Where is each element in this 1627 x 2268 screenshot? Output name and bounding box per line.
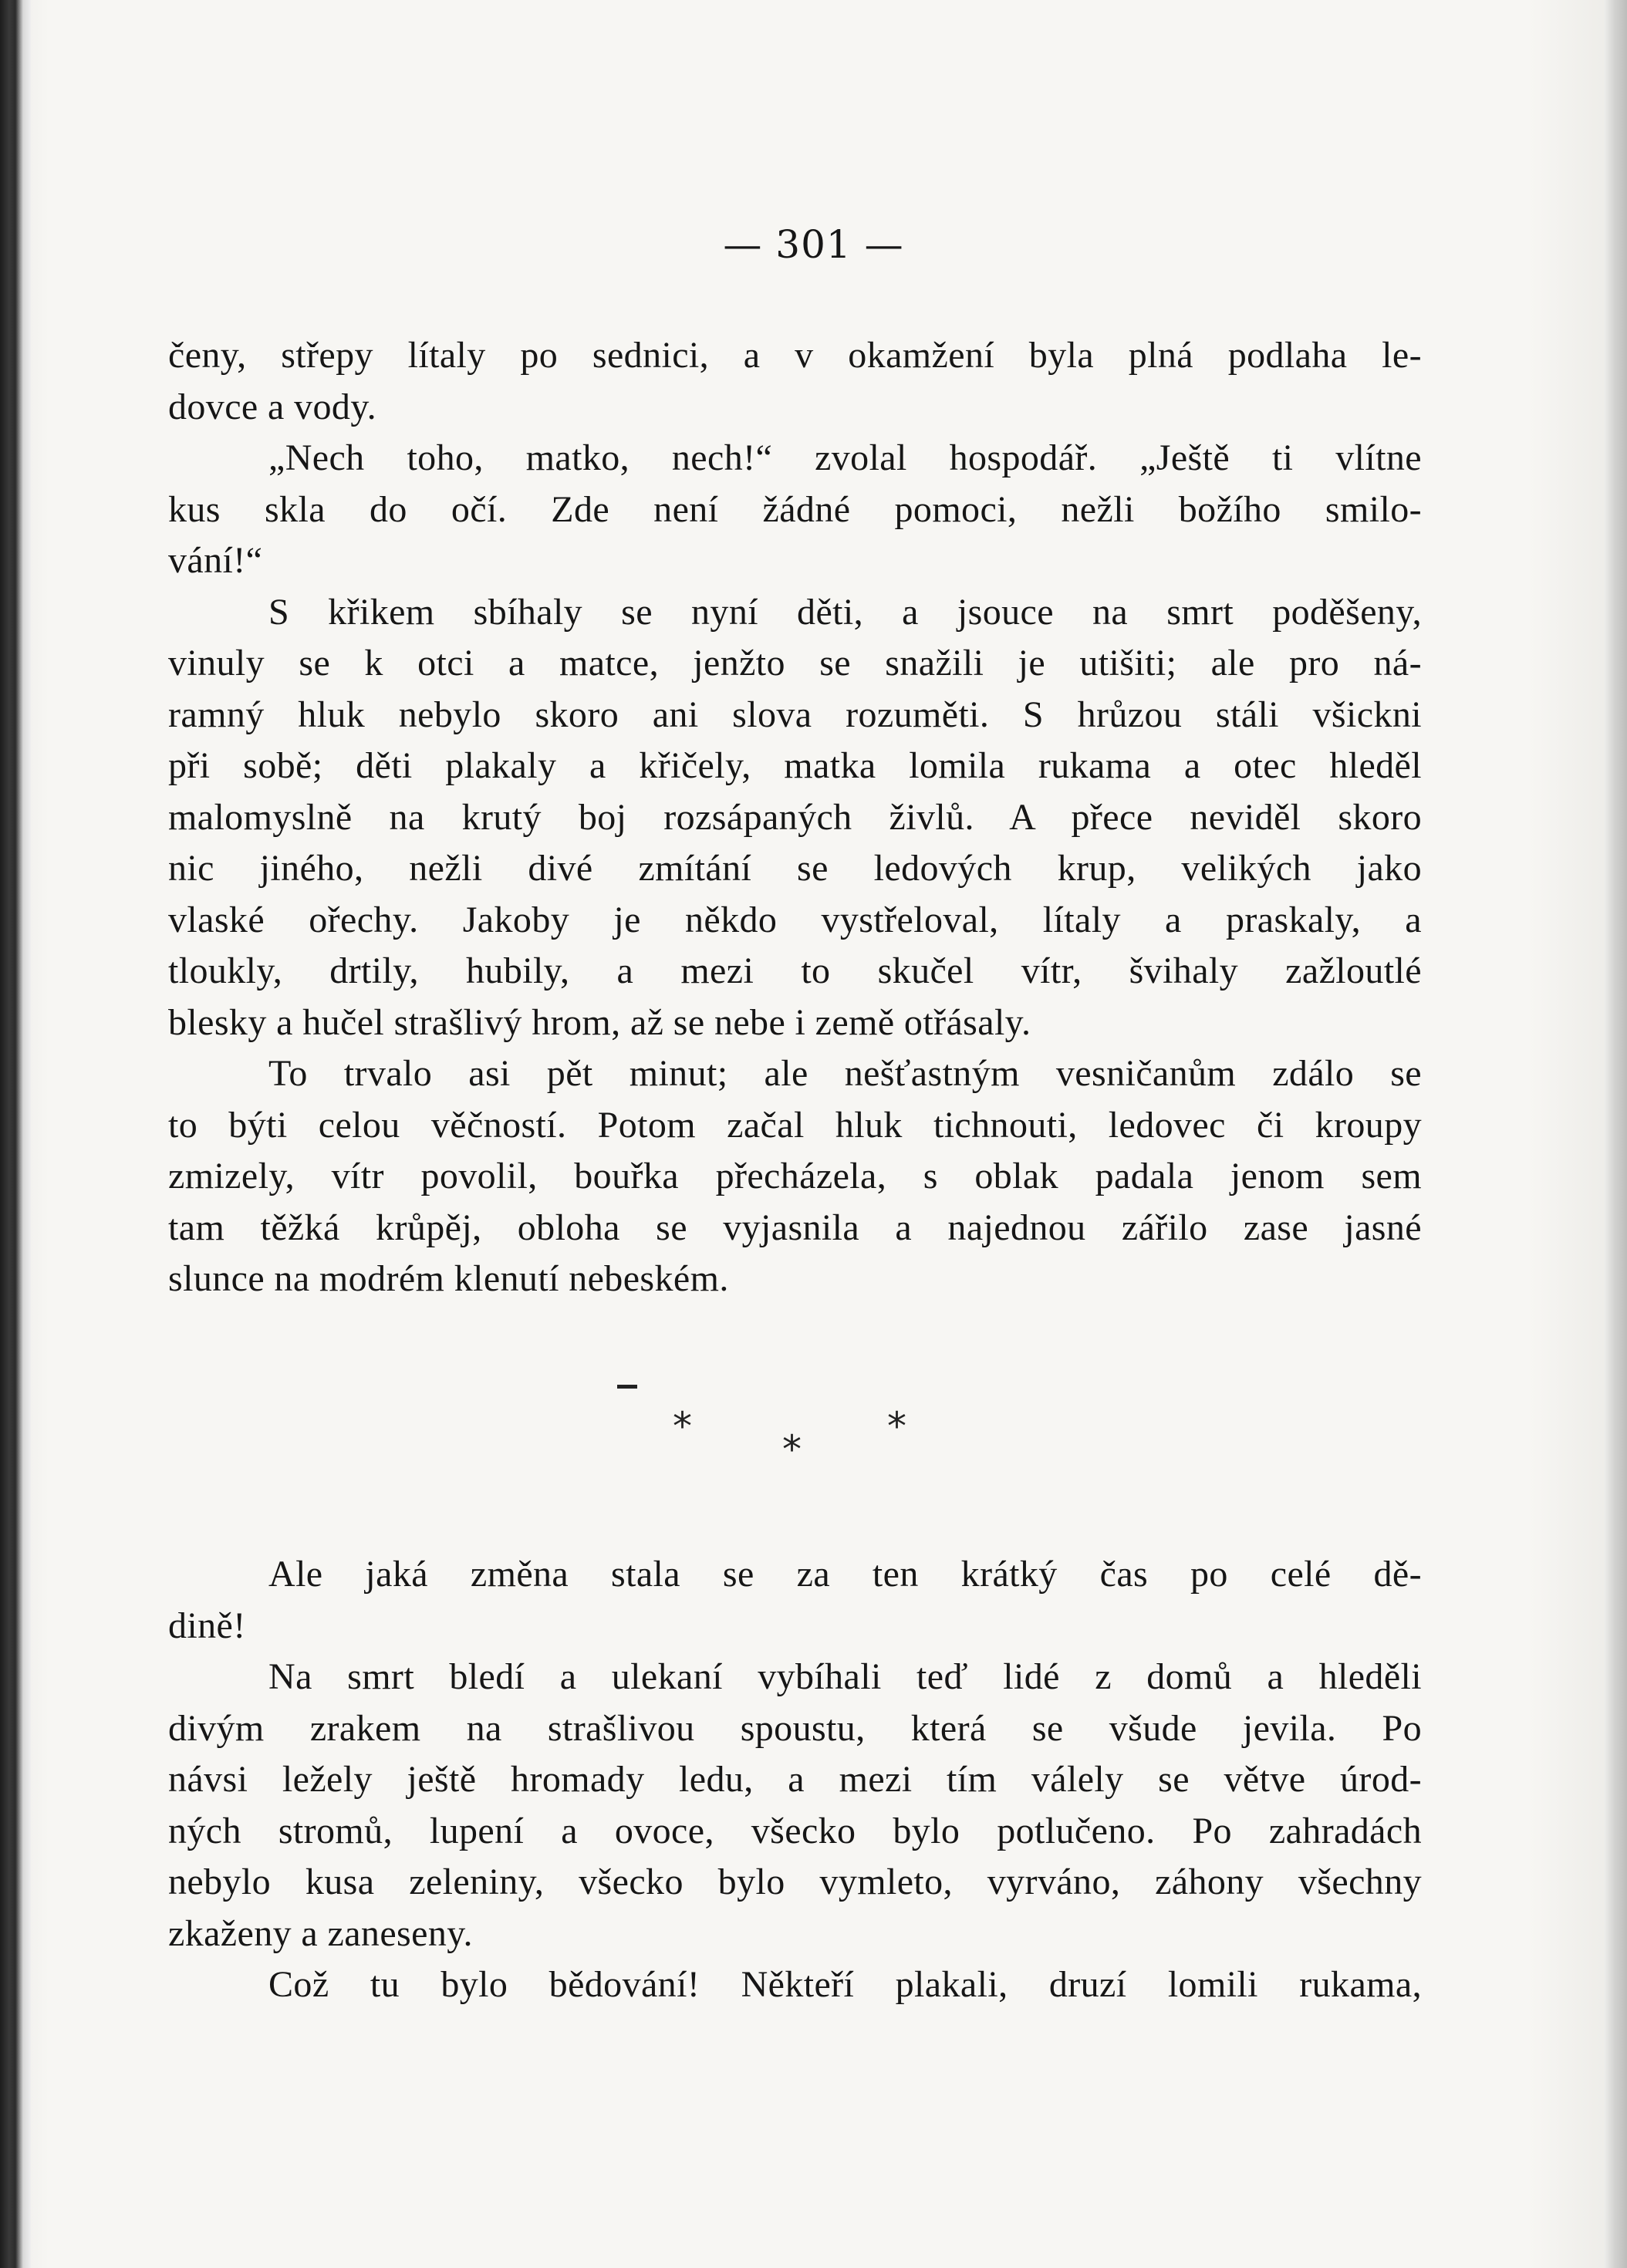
text-line: Což tu bylo bědování! Někteří plakali, druzí lomili rukama, [268,1964,1422,2005]
text-line: blesky a hučel strašlivý hrom, až se nebe i země otřásaly. [168,1001,1031,1043]
text-line: nic jiného, nežli divé zmítání se ledových krup, velikých jako [168,848,1422,889]
text-line: vlaské ořechy. Jakoby je někdo vystřeloval, lítaly a praskaly, a [168,899,1422,940]
text-line: při sobě; děti plakaly a křičely, matka lomila rukama a otec hleděl [168,745,1422,786]
text-line: zmizely, vítr povolil, bouřka přecházela, s oblak padala jenom sem [168,1156,1422,1196]
text-line: To trvalo asi pět minut; ale nešťastným vesničanům zdálo se [268,1053,1422,1094]
text-line: nebylo kusa zeleniny, všecko bylo vymleto, vyrváno, záhony všechny [168,1861,1422,1902]
text-line: dině! [168,1605,246,1646]
text-line: čeny, střepy lítaly po sednici, a v okamžení byla plná podlaha le- [168,335,1422,376]
text-line: vinuly se k otci a matce, jenžto se snažili je utišiti; ale pro ná- [168,643,1422,683]
text-line: tloukly, drtily, hubily, a mezi to skučel vítr, švihaly zažloutlé [168,950,1422,991]
asterisk: * [887,1404,906,1449]
text-line: to býti celou věčností. Potom začal hluk tichnouti, ledovec či kroupy [168,1104,1422,1146]
text-line: divým zrakem na strašlivou spoustu, která se všude jevila. Po [168,1707,1422,1749]
text-section-1 [168,330,1422,1305]
text-line: dovce a vody. [168,386,376,427]
text-line: vání!“ [168,540,263,581]
text-line: Ale jaká změna stala se za ten krátký čas po celé dě- [268,1554,1422,1595]
section-separator [0,1404,1627,1497]
scan-edge-left [0,0,31,2268]
text-line: ramný hluk nebylo skoro ani slova rozuměti. S hrůzou stáli všickni [168,694,1422,735]
stray-dash-mark [617,1385,637,1389]
text-line: kus skla do očí. Zde není žádné pomoci, nežli božího smilo- [168,488,1422,530]
text-line: tam těžká krůpěj, obloha se vyjasnila a najednou zářilo zase jasné [168,1207,1422,1248]
text-line: zkaženy a zaneseny. [168,1912,473,1954]
asterisk: * [782,1427,802,1472]
scan-edge-right [1604,0,1627,2268]
page-number: — 301 — [723,222,904,267]
text-line: návsi ležely ještě hromady ledu, a mezi tím válely se větve úrod- [168,1759,1422,1800]
text-line: ných stromů, lupení a ovoce, všecko bylo potlučeno. Po zahradách [168,1810,1422,1851]
text-section-2 [168,1549,1422,2011]
text-line: slunce na modrém klenutí nebeském. [168,1258,729,1299]
text-line: Na smrt bledí a ulekaní vybíhali teď lidé z domů a hleděli [268,1656,1422,1697]
text-line: S křikem sbíhaly se nyní děti, a jsouce na smrt poděšeny, [268,591,1422,633]
text-line: „Nech toho, matko, nech!“ zvolal hospodář. „Ještě ti vlítne [268,437,1422,478]
asterisk: * [673,1404,692,1449]
text-line: malomyslně na krutý boj rozsápaných živlů. A přece neviděl skoro [168,796,1422,838]
